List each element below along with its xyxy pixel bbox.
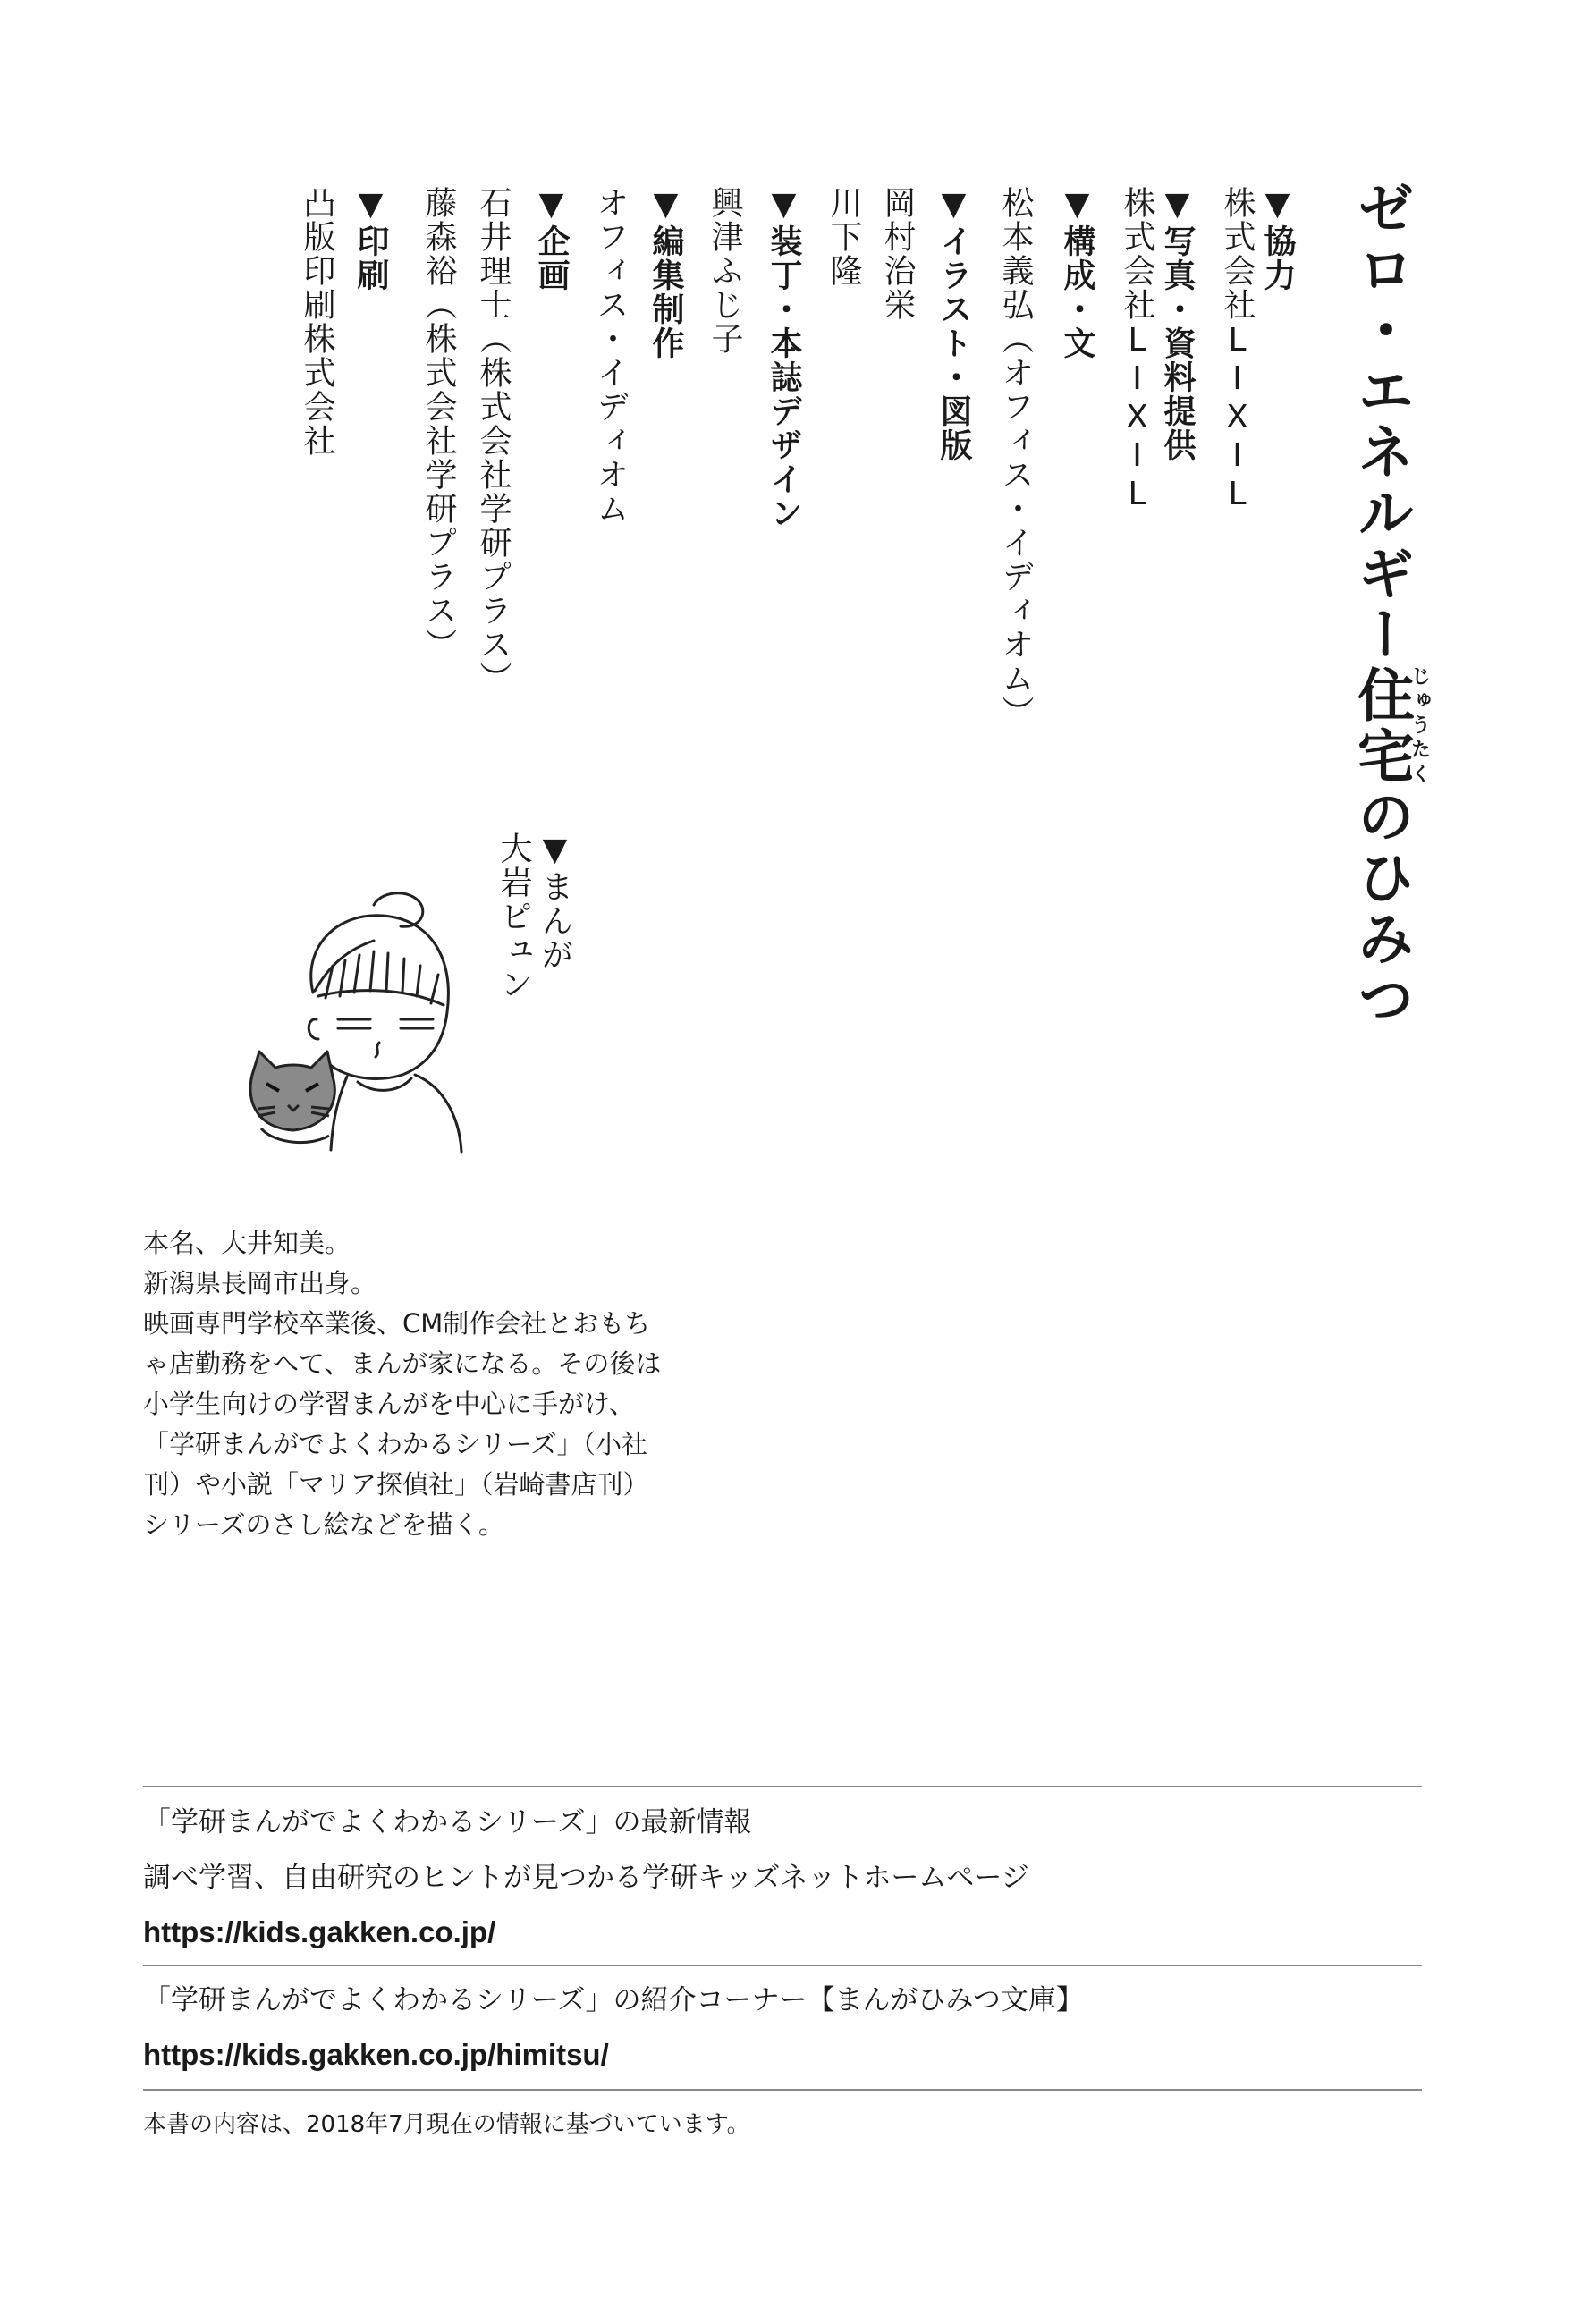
credit-line: 株式会社LIXIL — [1219, 186, 1256, 514]
kids-net-link[interactable]: https://kids.gakken.co.jp/ — [143, 1915, 496, 1948]
credit-heading: ▼ 編集制作 — [649, 186, 681, 360]
divider — [143, 2089, 1422, 2091]
credit-heading: ▼ 印刷 — [354, 186, 386, 292]
kids-net-label: 調べ学習、自由研究のヒントが見つかる学研キッズネットホームページ — [143, 1862, 1029, 1894]
credit-line: 松本義弘（オフィス・イディオム） — [997, 186, 1034, 730]
credit-heading: ▼ 装丁・本誌デザイン — [767, 186, 799, 530]
credit-line: 川下隆 — [825, 186, 862, 288]
cat-icon — [250, 1052, 334, 1143]
content-date-note: 本書の内容は、2018年7月現在の情報に基づいています。 — [143, 2111, 750, 2138]
credit-heading: ▼ 企画 — [535, 186, 567, 292]
credit-heading: ▼ 写真・資料提供 — [1161, 186, 1193, 462]
manga-artist-name: 大岩ピュン — [495, 832, 532, 1001]
artist-portrait-illustration — [240, 885, 465, 1154]
divider — [143, 1786, 1422, 1787]
title-tail: のひみつ — [1348, 787, 1414, 1030]
credit-line: 藤森裕（株式会社学研プラス） — [420, 186, 457, 662]
himitsu-corner-link[interactable]: https://kids.gakken.co.jp/himitsu/ — [143, 2038, 609, 2071]
credit-heading: ▼ 構成・文 — [1061, 186, 1093, 360]
manga-credit — [497, 832, 571, 1001]
manga-heading: ▼ まんが — [538, 832, 571, 1001]
title-kanji: 住宅 — [1348, 665, 1414, 787]
book-title — [1348, 179, 1431, 1030]
artist-biography: 本名、大井知美。 新潟県長岡市出身。 映画専門学校卒業後、CM制作会社とおもちゃ店勤務をへて、まんが家になる。その後は小学生向けの学習まんがを中心に手がけ、「学研まんがでよくわかるシリーズ」（小社刊）や小説「マリア探偵社」（岩崎書店刊）シリーズのさし絵などを描く。 — [143, 1228, 662, 1540]
credit-line: 岡村治栄 — [879, 186, 916, 322]
credit-heading: ▼ 協力 — [1261, 186, 1293, 292]
credit-line: オフィス・イディオム — [592, 186, 629, 526]
himitsu-corner-label: 「学研まんがでよくわかるシリーズ」の紹介コーナー【まんがひみつ文庫】 — [143, 1984, 1084, 2016]
credit-line: 凸版印刷株式会社 — [299, 186, 335, 458]
title-reading: じゅうたく — [1408, 665, 1431, 787]
divider — [143, 1965, 1422, 1966]
title-main: ゼロ・エネルギー — [1348, 179, 1414, 665]
credit-line: 石井理士（株式会社学研プラス） — [475, 186, 512, 696]
credit-line: 株式会社LIXIL — [1119, 186, 1155, 514]
title-kanji-ruby — [1348, 665, 1431, 787]
credit-line: 興津ふじ子 — [706, 186, 743, 356]
credit-heading: ▼ イラスト・図版 — [937, 186, 969, 462]
latest-info-label: 「学研まんがでよくわかるシリーズ」の最新情報 — [143, 1806, 752, 1838]
